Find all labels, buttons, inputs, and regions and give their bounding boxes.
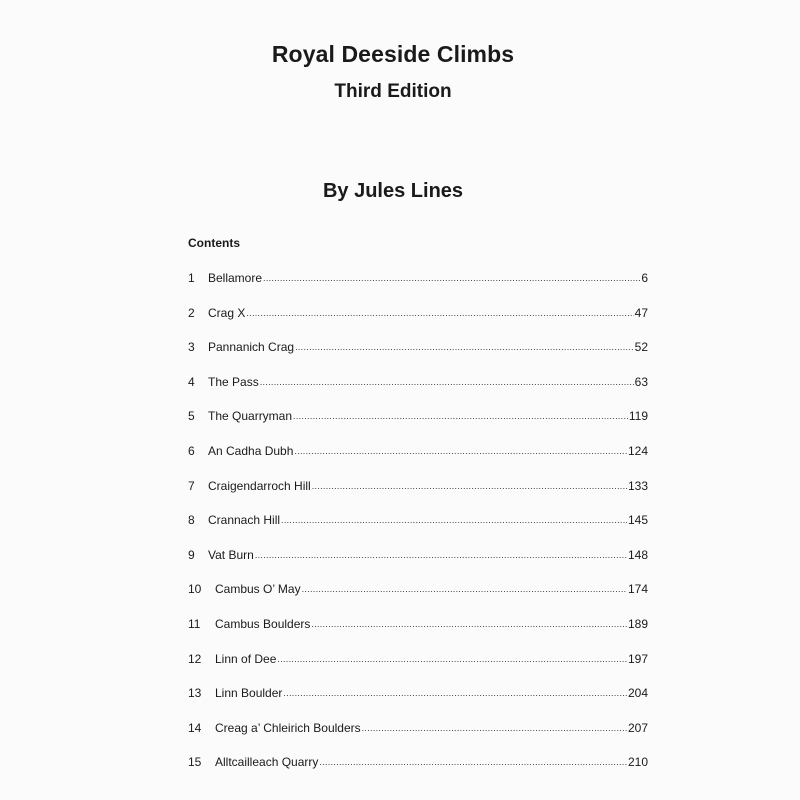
document-title: Royal Deeside Climbs (271, 41, 515, 67)
toc-entry-number: 8 (188, 513, 195, 528)
toc-entry-page: 210 (627, 755, 648, 770)
toc-entry-title: The Quarryman (208, 409, 293, 424)
toc-entry-4 (188, 374, 648, 409)
toc-entry-10 (188, 581, 648, 616)
toc-entry-3 (188, 339, 648, 374)
dot-leader (293, 408, 628, 420)
toc-entry-title: Cambus O’ May (215, 582, 301, 597)
toc-entry-title: Pannanich Crag (208, 340, 295, 355)
toc-entry-number: 11 (188, 616, 201, 631)
toc-entry-title: Craigendarroch Hill (208, 478, 311, 493)
toc-entry-page: 63 (634, 374, 648, 389)
toc-entry-number: 12 (188, 651, 202, 666)
dot-leader (283, 685, 627, 697)
toc-entry-page: 174 (627, 582, 648, 597)
toc-entry-title: The Pass (208, 374, 259, 389)
toc-entry-page: 133 (627, 478, 648, 493)
toc-entry-page: 52 (634, 340, 648, 355)
toc-entry-number: 7 (188, 478, 195, 493)
contents-heading: Contents (188, 236, 240, 250)
toc-entry-page: 148 (627, 547, 648, 562)
toc-entry-number: 4 (188, 374, 195, 389)
dot-leader (295, 339, 634, 351)
dot-leader (263, 270, 640, 282)
toc-entry-8 (188, 512, 648, 547)
author-line: By Jules Lines (322, 180, 464, 202)
toc-entry-page: 124 (627, 443, 648, 458)
dot-leader (277, 651, 627, 663)
toc-entry-page: 145 (627, 513, 648, 528)
toc-entry-6 (188, 443, 648, 478)
toc-entry-number: 6 (188, 443, 195, 458)
dot-leader (312, 478, 627, 490)
toc-entry-title: Alltcailleach Quarry (215, 755, 319, 770)
toc-entry-number: 1 (188, 271, 195, 285)
toc-entry-page: 204 (627, 686, 648, 701)
dot-leader (302, 581, 627, 593)
toc-entry-1 (188, 270, 648, 305)
toc-entry-number: 5 (188, 409, 195, 424)
toc-entry-number: 13 (188, 686, 202, 701)
dot-leader (246, 305, 633, 317)
toc-entry-5 (188, 408, 648, 443)
dot-leader (255, 547, 627, 559)
toc-entry-number: 14 (188, 720, 202, 735)
toc-entry-12 (188, 651, 648, 686)
dot-leader (311, 616, 627, 628)
dot-leader (319, 754, 627, 766)
toc-entry-title: Bellamore (208, 271, 263, 285)
toc-entry-page: 119 (628, 409, 648, 424)
toc-entry-13 (188, 685, 648, 720)
toc-entry-15 (188, 754, 648, 789)
toc-entry-title: Vat Burn (208, 547, 254, 562)
dot-leader (362, 720, 627, 732)
toc-entry-7 (188, 478, 648, 513)
toc-entry-14 (188, 720, 648, 755)
toc-entry-title: Crag X (208, 305, 246, 320)
toc-entry-title: Linn Boulder (215, 686, 283, 701)
toc-entry-title: Linn of Dee (215, 651, 277, 666)
toc-entry-page: 197 (627, 651, 648, 666)
edition-subtitle: Third Edition (334, 81, 452, 102)
toc-entry-number: 10 (188, 582, 202, 597)
toc-entry-2 (188, 305, 648, 340)
toc-entry-title: Creag a’ Chleirich Boulders (215, 720, 361, 735)
toc-entry-number: 15 (188, 755, 202, 770)
toc-entry-11 (188, 616, 648, 651)
toc-entry-9 (188, 547, 648, 582)
dot-leader (281, 512, 627, 524)
dot-leader (260, 374, 634, 386)
toc-entry-title: Crannach Hill (208, 513, 281, 528)
toc-entry-title: Cambus Boulders (215, 616, 311, 631)
toc-entry-page: 6 (641, 271, 648, 285)
toc-entry-number: 9 (188, 547, 195, 562)
toc-entry-title: An Cadha Dubh (208, 443, 294, 458)
toc-entry-page: 207 (627, 720, 648, 735)
toc-entry-number: 3 (188, 340, 195, 355)
dot-leader (294, 443, 627, 455)
toc-entry-page: 189 (627, 616, 648, 631)
toc-entry-page: 47 (634, 305, 648, 320)
table-of-contents (188, 270, 648, 789)
toc-entry-number: 2 (188, 305, 195, 320)
